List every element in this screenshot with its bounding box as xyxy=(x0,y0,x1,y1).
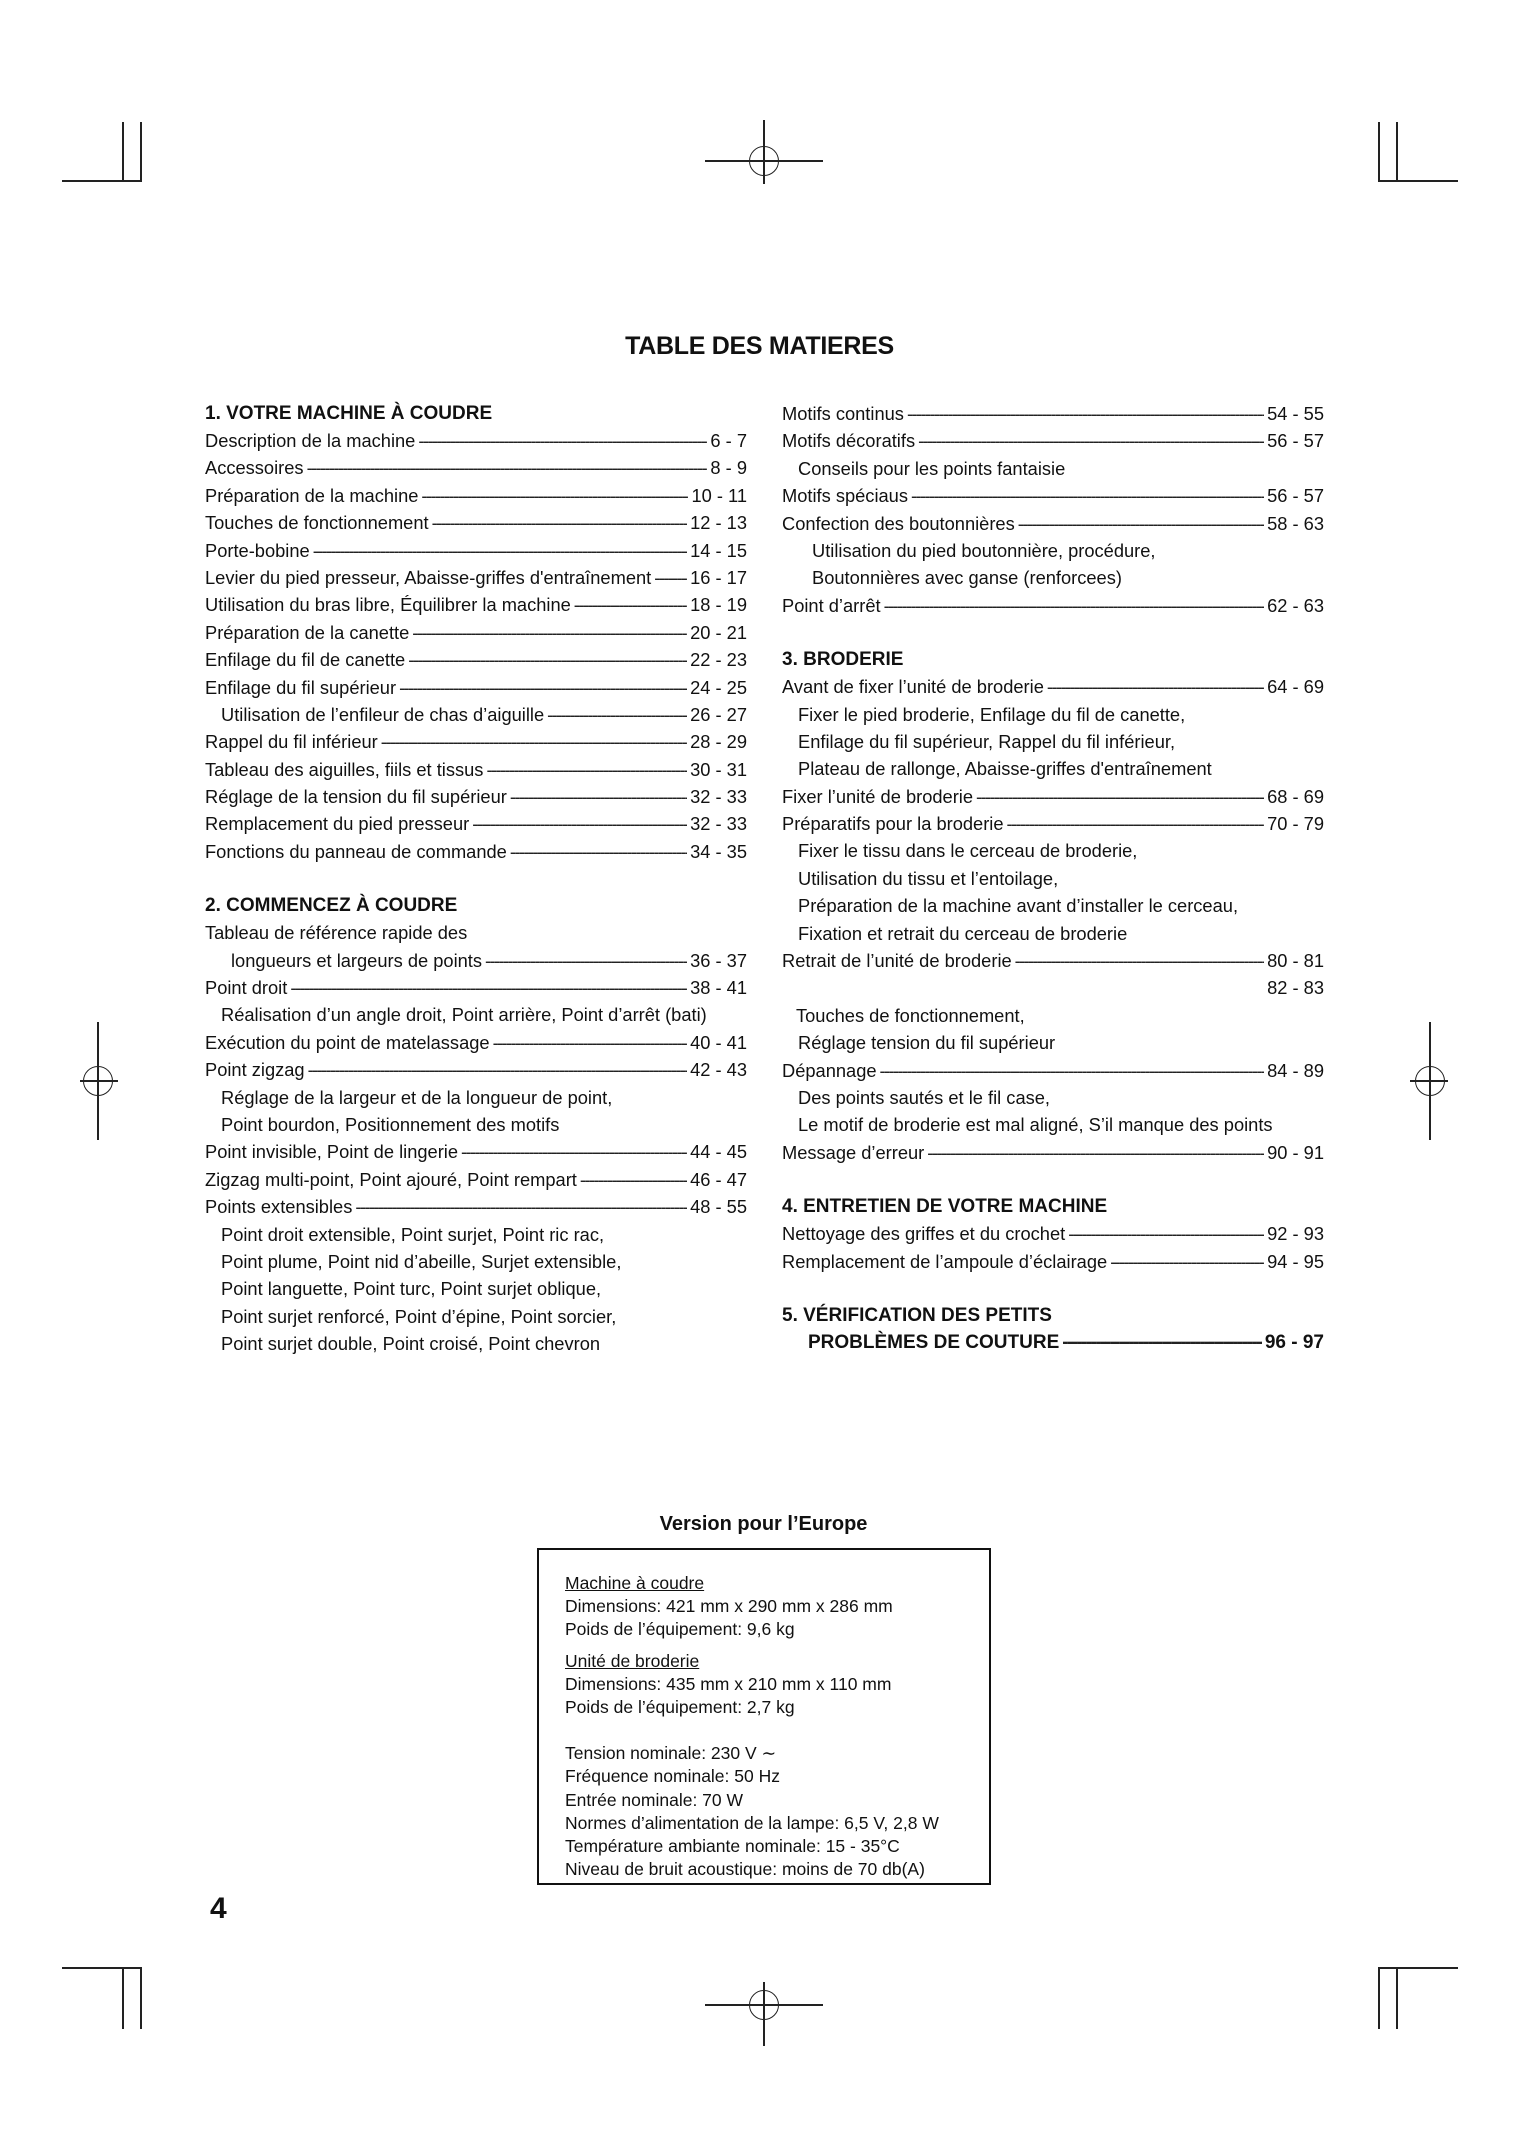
lamp-rating: Normes d’alimentation de la lampe: 6,5 V, 2,8 W xyxy=(565,1812,939,1833)
dot-leader xyxy=(880,1057,1265,1084)
toc-entry-label: Avant de fixer l’unité de broderie xyxy=(782,676,1044,698)
toc-sub-entry: Boutonnières avec ganse (renforcees) xyxy=(812,567,1122,589)
rated-input: Entrée nominale: 70 W xyxy=(565,1789,744,1810)
dot-leader xyxy=(510,838,687,865)
dot-leader xyxy=(421,482,688,509)
dot-leader xyxy=(493,1029,688,1056)
toc-sub-entry: Le motif de broderie est mal aligné, S’il manque des points xyxy=(798,1114,1273,1136)
toc-entry xyxy=(782,783,1324,810)
toc-entry-label: Dépannage xyxy=(782,1059,877,1081)
toc-entry xyxy=(782,1139,1324,1166)
toc-entry-pages: 80 - 81 xyxy=(1267,950,1324,972)
toc-entry-pages: 70 - 79 xyxy=(1267,813,1324,835)
dot-leader xyxy=(432,509,687,536)
toc-sub-entry: Point plume, Point nid d’abeille, Surjet extensible, xyxy=(221,1250,622,1272)
toc-entry-label: Tableau des aiguilles, fiils et tissus xyxy=(205,758,484,780)
toc-entry-label: Accessoires xyxy=(205,457,304,479)
toc-entry-label: Préparation de la canette xyxy=(205,621,410,643)
toc-entry-pages: 56 - 57 xyxy=(1267,430,1324,452)
toc-entry xyxy=(782,1329,1324,1356)
dot-leader xyxy=(1015,947,1264,974)
toc-entry xyxy=(205,810,747,837)
dot-leader xyxy=(290,974,687,1001)
section-heading: 4. ENTRETIEN DE VOTRE MACHINE xyxy=(782,1196,1108,1218)
toc-sub-entry: Réglage de la largeur et de la longueur de point, xyxy=(221,1086,613,1108)
toc-entry xyxy=(205,1166,747,1193)
toc-entry-label: Fonctions du panneau de commande xyxy=(205,840,507,862)
toc-left-column xyxy=(205,400,747,1358)
toc-entry xyxy=(782,947,1324,974)
dot-leader xyxy=(1018,510,1264,537)
toc-sub-entry: Tableau de référence rapide des xyxy=(205,922,468,944)
toc-entry-pages: 68 - 69 xyxy=(1267,785,1324,807)
toc-entry xyxy=(782,510,1324,537)
dot-leader xyxy=(1110,1248,1264,1275)
toc-entry-label: Rappel du fil inférieur xyxy=(205,731,378,753)
embroidery-heading: Unité de broderie xyxy=(565,1650,700,1671)
dot-leader xyxy=(307,454,708,481)
dot-leader xyxy=(381,728,687,755)
toc-entry-pages: 62 - 63 xyxy=(1267,594,1324,616)
page-title: TABLE DES MATIERES xyxy=(625,332,894,360)
toc-entry xyxy=(205,564,747,591)
dot-leader xyxy=(1007,810,1265,837)
toc-entry-pages: 20 - 21 xyxy=(690,621,747,643)
dot-leader xyxy=(313,537,687,564)
rated-frequency: Fréquence nominale: 50 Hz xyxy=(565,1766,780,1787)
toc-sub-entry: Utilisation du tissu et l’entoilage, xyxy=(798,867,1059,889)
toc-entry-label: Préparatifs pour la broderie xyxy=(782,813,1004,835)
toc-entry-pages: 40 - 41 xyxy=(690,1031,747,1053)
toc-entry xyxy=(205,947,747,974)
toc-sub-entry: Point surjet renforcé, Point d’épine, Point sorcier, xyxy=(221,1305,617,1327)
toc-entry xyxy=(782,673,1324,700)
dot-leader xyxy=(884,592,1265,619)
toc-entry-label: Retrait de l’unité de broderie xyxy=(782,950,1012,972)
dot-leader xyxy=(412,619,687,646)
section-heading: 1. VOTRE MACHINE À COUDRE xyxy=(205,403,493,424)
toc-entry-pages: 14 - 15 xyxy=(690,539,747,561)
rated-voltage: Tension nominale: 230 V ∼ xyxy=(565,1743,777,1764)
toc-entry-pages: 22 - 23 xyxy=(690,649,747,671)
specifications-box xyxy=(537,1548,991,1885)
toc-entry-pages: 32 - 33 xyxy=(690,813,747,835)
toc-entry-label: Enfilage du fil de canette xyxy=(205,649,406,671)
toc-sub-entry: Fixer le pied broderie, Enfilage du fil de canette, xyxy=(798,703,1186,725)
dot-leader xyxy=(399,674,687,701)
toc-entry-label: Nettoyage des griffes et du crochet xyxy=(782,1223,1066,1245)
machine-weight: Poids de l’équipement: 9,6 kg xyxy=(565,1619,795,1640)
embroidery-dimensions: Dimensions: 435 mm x 210 mm x 110 mm xyxy=(565,1673,892,1694)
toc-entry-label: Point invisible, Point de lingerie xyxy=(205,1141,459,1163)
toc-entry xyxy=(205,728,747,755)
toc-entry-label: Utilisation du bras libre, Équilibrer la machine xyxy=(205,594,571,616)
toc-entry-label: Enfilage du fil supérieur xyxy=(205,676,397,698)
toc-entry-pages: 12 - 13 xyxy=(690,512,747,534)
toc-sub-entry: Point languette, Point turc, Point surjet oblique, xyxy=(221,1278,602,1300)
section-gap xyxy=(782,619,1324,646)
toc-entry-pages: 54 - 55 xyxy=(1267,403,1324,424)
toc-sub-entry: Réglage tension du fil supérieur xyxy=(798,1032,1056,1054)
toc-entry xyxy=(205,674,747,701)
toc-entry xyxy=(205,783,747,810)
toc-entry xyxy=(205,974,747,1001)
dot-leader xyxy=(1047,673,1264,700)
toc-entry xyxy=(782,400,1324,427)
toc-entry-label: Fixer l’unité de broderie xyxy=(782,785,974,807)
dot-leader xyxy=(574,591,687,618)
dot-leader xyxy=(580,1166,687,1193)
toc-sub-entry: Utilisation du pied boutonnière, procédure, xyxy=(812,539,1156,561)
toc-entry-pages: 38 - 41 xyxy=(690,977,747,999)
toc-entry-label: Réglage de la tension du fil supérieur xyxy=(205,786,507,808)
toc-sub-entry: Réalisation d’un angle droit, Point arrière, Point d’arrêt (bati) xyxy=(221,1004,707,1026)
dot-leader xyxy=(976,783,1264,810)
toc-entry-label: Zigzag multi-point, Point ajouré, Point rempart xyxy=(205,1168,577,1190)
section-gap xyxy=(205,865,747,892)
toc-entry-pages: 64 - 69 xyxy=(1267,676,1324,698)
section-heading: 3. BRODERIE xyxy=(782,649,904,671)
toc-entry-pages: 32 - 33 xyxy=(690,786,747,808)
toc-entry-label: Touches de fonctionnement xyxy=(205,512,429,534)
toc-entry-label: Utilisation de l’enfileur de chas d’aiguille xyxy=(221,703,545,725)
dot-leader xyxy=(654,564,687,591)
toc-entry-pages: 92 - 93 xyxy=(1267,1223,1324,1245)
toc-entry-pages: 42 - 43 xyxy=(690,1059,747,1081)
toc-entry xyxy=(205,591,747,618)
toc-entry-pages: 6 - 7 xyxy=(710,430,747,451)
page-number: 4 xyxy=(210,1892,227,1925)
toc-entry xyxy=(205,756,747,783)
toc-entry xyxy=(205,509,747,536)
toc-entry xyxy=(205,646,747,673)
toc-entry-pages: 94 - 95 xyxy=(1267,1250,1324,1272)
toc-entry xyxy=(205,838,747,865)
dot-leader xyxy=(486,756,687,783)
toc-entry-label: Motifs décoratifs xyxy=(782,430,916,452)
toc-entry-pages: 26 - 27 xyxy=(690,703,747,725)
dot-leader xyxy=(1068,1220,1264,1247)
toc-entry-pages: 16 - 17 xyxy=(690,566,747,588)
toc-entry-label: Point d’arrêt xyxy=(782,594,881,616)
dot-leader xyxy=(927,1139,1264,1166)
toc-sub-entry: Point droit extensible, Point surjet, Point ric rac, xyxy=(221,1223,605,1245)
toc-entry xyxy=(205,1138,747,1165)
toc-entry-pages: 82 - 83 xyxy=(1267,977,1324,999)
toc-entry-pages: 30 - 31 xyxy=(690,758,747,780)
toc-entry-label: Point zigzag xyxy=(205,1059,305,1081)
toc-entry-pages: 8 - 9 xyxy=(710,457,747,479)
toc-sub-entry: Préparation de la machine avant d’installer le cerceau, xyxy=(798,895,1239,917)
dot-leader xyxy=(907,400,1264,427)
toc-entry xyxy=(205,1193,747,1220)
toc-entry-pages: 96 - 97 xyxy=(1264,1331,1324,1353)
toc-entry xyxy=(205,1056,747,1083)
toc-sub-entry: Point surjet double, Point croisé, Point chevron xyxy=(221,1333,601,1355)
dot-leader xyxy=(547,701,687,728)
section-gap xyxy=(782,1275,1324,1302)
dot-leader xyxy=(911,482,1264,509)
toc-entry-pages: 34 - 35 xyxy=(690,840,747,862)
toc-sub-entry: Touches de fonctionnement, xyxy=(796,1004,1025,1026)
toc-entry xyxy=(782,1248,1324,1275)
ambient-temperature: Température ambiante nominale: 15 - 35°C xyxy=(565,1835,900,1856)
toc-entry-pages: 10 - 11 xyxy=(691,484,747,506)
toc-entry xyxy=(782,592,1324,619)
toc-entry-label: Message d’erreur xyxy=(782,1141,925,1163)
toc-entry xyxy=(782,427,1324,454)
dot-leader xyxy=(485,947,687,974)
toc-entry-pages: 24 - 25 xyxy=(690,676,747,698)
section-heading: 5. VÉRIFICATION DES PETITS xyxy=(782,1304,1052,1326)
toc-entry-pages: 58 - 63 xyxy=(1267,512,1324,534)
toc-entry xyxy=(205,427,747,454)
toc-entry-pages: 36 - 37 xyxy=(690,949,747,971)
toc-sub-entry: Plateau de rallonge, Abaisse-griffes d'entraînement xyxy=(798,758,1212,780)
toc-entry-pages: 28 - 29 xyxy=(690,731,747,753)
section-gap xyxy=(782,1166,1324,1193)
dot-leader xyxy=(1062,1329,1262,1356)
toc-entry xyxy=(782,482,1324,509)
toc-entry-label: PROBLÈMES DE COUTURE xyxy=(808,1331,1060,1353)
toc-sub-entry: Des points sautés et le fil case, xyxy=(798,1086,1051,1108)
toc-entry-pages: 84 - 89 xyxy=(1267,1059,1324,1081)
embroidery-weight: Poids de l’équipement: 2,7 kg xyxy=(565,1696,795,1717)
toc-sub-entry: Fixation et retrait du cerceau de broderie xyxy=(798,922,1128,944)
toc-entry xyxy=(205,1029,747,1056)
toc-entry-pages: 46 - 47 xyxy=(690,1168,747,1190)
toc-entry-label: Exécution du point de matelassage xyxy=(205,1031,490,1053)
toc-sub-entry: Conseils pour les points fantaisie xyxy=(798,457,1066,479)
toc-entry-label: Confection des boutonnières xyxy=(782,512,1015,534)
toc-entry xyxy=(205,619,747,646)
machine-dimensions: Dimensions: 421 mm x 290 mm x 286 mm xyxy=(565,1596,893,1617)
dot-leader xyxy=(918,427,1264,454)
toc-entry-label: Point droit xyxy=(205,977,288,999)
noise-level: Niveau de bruit acoustique: moins de 70 db(A) xyxy=(565,1859,925,1880)
toc-sub-entry: Enfilage du fil supérieur, Rappel du fil inférieur, xyxy=(798,730,1176,752)
machine-heading: Machine à coudre xyxy=(565,1573,705,1593)
toc-entry-label: Description de la machine xyxy=(205,430,416,451)
toc-entry-pages: 48 - 55 xyxy=(690,1196,747,1218)
toc-entry-label: Points extensibles xyxy=(205,1196,353,1218)
dot-leader xyxy=(461,1138,687,1165)
toc-sub-entry: Point bourdon, Positionnement des motifs xyxy=(221,1113,560,1135)
dot-leader xyxy=(510,783,687,810)
toc-entry xyxy=(205,482,747,509)
toc-entry xyxy=(782,810,1324,837)
toc-sub-entry: Fixer le tissu dans le cerceau de broderie, xyxy=(798,840,1138,862)
toc-entry-pages: 56 - 57 xyxy=(1267,485,1324,507)
toc-right-column xyxy=(782,400,1324,1356)
dot-leader xyxy=(308,1056,687,1083)
toc-entry xyxy=(205,701,747,728)
toc-entry-label: Remplacement du pied presseur xyxy=(205,813,470,835)
toc-entry xyxy=(782,1220,1324,1247)
dot-leader xyxy=(355,1193,687,1220)
toc-entry-label: Motifs continus xyxy=(782,403,904,424)
version-title: Version pour l’Europe xyxy=(659,1513,868,1535)
toc-entry xyxy=(782,1057,1324,1084)
toc-entry-label: Porte-bobine xyxy=(205,539,310,561)
toc-entry-label: Motifs spéciaus xyxy=(782,485,908,507)
toc-entry-label: Préparation de la machine xyxy=(205,484,419,506)
toc-entry-label: longueurs et largeurs de points xyxy=(231,949,483,971)
toc-entry xyxy=(205,537,747,564)
section-heading: 2. COMMENCEZ À COUDRE xyxy=(205,895,458,917)
toc-entry xyxy=(205,454,747,481)
toc-entry-pages: 90 - 91 xyxy=(1267,1141,1324,1163)
toc-entry-label: Remplacement de l’ampoule d’éclairage xyxy=(782,1250,1108,1272)
toc-entry-pages: 18 - 19 xyxy=(690,594,747,616)
dot-leader xyxy=(472,810,687,837)
dot-leader xyxy=(418,427,707,454)
toc-entry-label: Levier du pied presseur, Abaisse-griffes d'entraînement xyxy=(205,566,652,588)
dot-leader xyxy=(408,646,687,673)
toc-entry-pages: 44 - 45 xyxy=(690,1141,747,1163)
